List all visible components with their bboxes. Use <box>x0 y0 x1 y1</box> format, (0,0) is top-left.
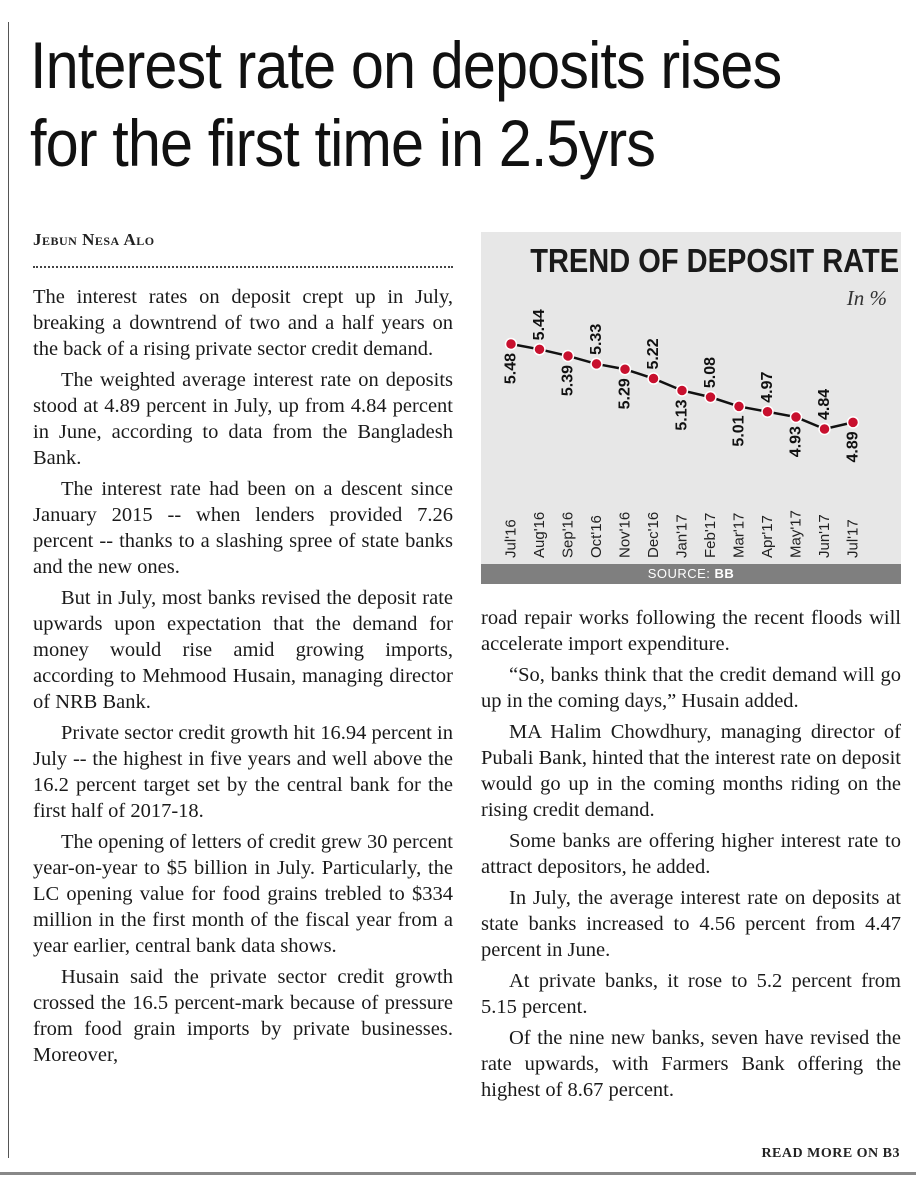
x-tick-label: Oct'16 <box>588 515 605 558</box>
data-label: 5.44 <box>531 309 548 341</box>
data-label: 4.89 <box>844 431 862 463</box>
data-label: 5.13 <box>673 399 691 431</box>
paragraph: The interest rate had been on a descent since January 2015 -- when lenders provided 7.26 percent -- thanks to a slashing spree of state banks and the new ones. <box>33 478 453 578</box>
read-more-link[interactable]: READ MORE ON B3 <box>761 1146 900 1161</box>
left-column-rule <box>8 22 9 1158</box>
paragraph: MA Halim Chowdhury, managing director of Pubali Bank, hinted that the interest rate on deposit would go up in the coming months riding on the rising credit demand. <box>481 721 901 821</box>
data-label: 4.84 <box>816 388 833 420</box>
headline <box>30 26 822 182</box>
article-column-left <box>33 284 453 1073</box>
chart-source <box>481 564 901 584</box>
paragraph: “So, banks think that the credit demand will go up in the coming days,” Husain added. <box>481 664 901 712</box>
paragraph: The weighted average interest rate on deposits stood at 4.89 percent in July, up from 4.84 percent in June, according to data from the Bangladesh Bank. <box>33 369 453 469</box>
data-label: 5.08 <box>702 356 719 389</box>
chart-unit: In % <box>846 286 887 310</box>
paragraph: The interest rates on deposit crept up in July, breaking a downtrend of two and a half years on the back of a rising private sector credit demand. <box>33 286 453 360</box>
x-tick-label: Nov'16 <box>616 511 634 558</box>
data-label: 5.48 <box>502 353 520 385</box>
data-label: 4.97 <box>759 371 776 403</box>
data-point <box>734 401 745 412</box>
data-point <box>620 364 631 375</box>
paragraph: In July, the average interest rate on deposits at state banks increased to 4.56 percent from 4.47 percent in June. <box>481 887 901 961</box>
paragraph: Of the nine new banks, seven have revised the rate upwards, with Farmers Bank offering the highest of 8.67 percent. <box>481 1027 901 1101</box>
data-point <box>819 424 830 435</box>
headline-line-1: Interest rate on deposits rises <box>30 28 782 102</box>
x-tick-label: Feb'17 <box>702 512 719 558</box>
article-column-right <box>481 605 901 1108</box>
source-value: BB <box>714 566 735 581</box>
data-label: 4.93 <box>787 426 805 458</box>
data-label: 5.22 <box>645 338 662 370</box>
paragraph: Husain said the private sector credit growth crossed the 16.5 percent-mark because of pressure from food grain imports by private businesses. Moreover, <box>33 966 453 1066</box>
data-point <box>762 406 773 417</box>
x-tick-label: Apr'17 <box>759 515 776 558</box>
data-point <box>705 392 716 403</box>
data-label: 5.33 <box>588 323 605 355</box>
data-point <box>848 417 859 428</box>
x-tick-label: Mar'17 <box>730 512 748 558</box>
data-point <box>791 412 802 423</box>
x-tick-label: Jul'17 <box>844 519 862 558</box>
data-point <box>506 339 517 350</box>
paragraph: The opening of letters of credit grew 30 percent year-on-year to $5 billion in July. Particularly, the LC opening value for food grains trebled to $334 million in the first month of the fiscal year from a year earlier, central bank data shows. <box>33 831 453 957</box>
data-point <box>563 350 574 361</box>
x-tick-label: Jun'17 <box>816 514 833 558</box>
deposit-rate-chart <box>481 232 901 584</box>
data-label: 5.01 <box>730 415 748 447</box>
data-label: 5.29 <box>616 378 634 410</box>
data-point <box>677 385 688 396</box>
x-tick-label: Jan'17 <box>673 514 691 558</box>
chart-title: TREND OF DEPOSIT RATE <box>530 242 900 279</box>
x-tick-label: Sep'16 <box>559 511 577 558</box>
paragraph: road repair works following the recent floods will accelerate import expenditure. <box>481 607 901 655</box>
source-label: SOURCE: <box>647 566 715 581</box>
x-tick-label: Jul'16 <box>502 519 520 558</box>
byline: Jebun Nesa Alo <box>33 230 155 249</box>
x-tick-label: May'17 <box>787 510 805 558</box>
headline-line-2: for the first time in 2.5yrs <box>30 106 656 180</box>
data-point <box>591 358 602 369</box>
paragraph: Some banks are offering higher interest rate to attract depositors, he added. <box>481 830 901 878</box>
data-point <box>534 344 545 355</box>
paragraph: But in July, most banks revised the deposit rate upwards upon expectation that the demand for money would rise amid growing imports, according to Mehmood Husain, managing director of NRB Bank. <box>33 587 453 713</box>
bottom-rule <box>0 1172 916 1175</box>
byline-dotted-divider <box>33 266 453 268</box>
chart-plot <box>481 232 901 564</box>
x-tick-label: Aug'16 <box>531 511 548 558</box>
data-point <box>648 373 659 384</box>
paragraph: Private sector credit growth hit 16.94 percent in July -- the highest in five years and well above the 16.2 percent target set by the central bank for the first half of 2017-18. <box>33 722 453 822</box>
paragraph: At private banks, it rose to 5.2 percent from 5.15 percent. <box>481 970 901 1018</box>
x-tick-label: Dec'16 <box>645 511 662 558</box>
data-label: 5.39 <box>559 364 577 397</box>
